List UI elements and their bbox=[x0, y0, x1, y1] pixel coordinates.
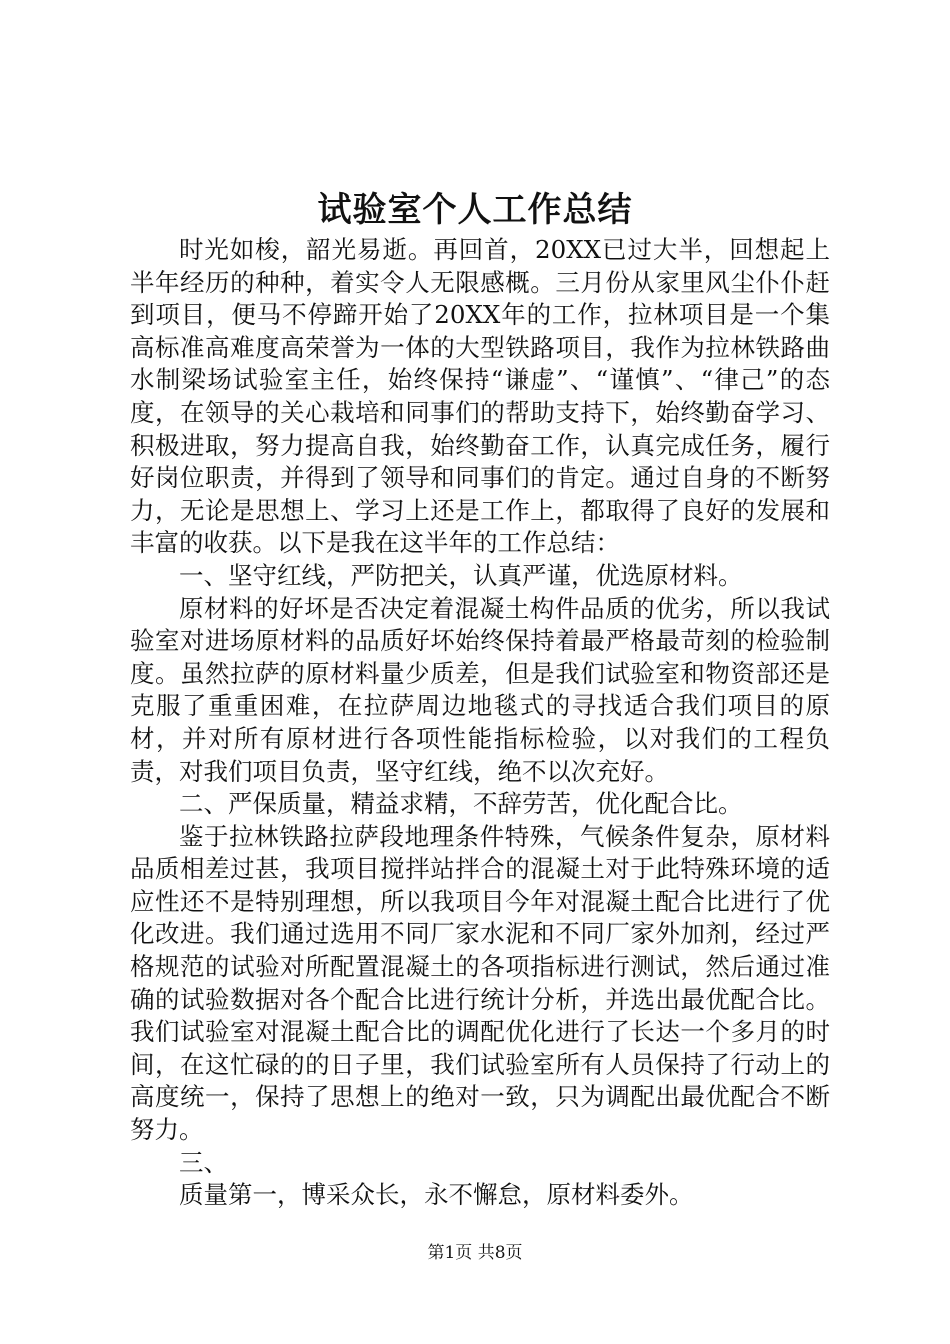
document-body bbox=[130, 234, 830, 1212]
paragraph-heading-3: 三、 bbox=[179, 1147, 228, 1177]
paragraph-mix-optimization: 鉴于拉林铁路拉萨段地理条件特殊，气候条件复杂，原材料品质相差过甚，我项目搅拌站拌合的混凝土对于此特殊环境的适应性还不是特别理想，所以我项目今年对混凝土配合比进行了优化改进。我们通过选用不同厂家水泥和不同厂家外加剂，经过严格规范的试验对所配置混凝土的各项指标进行测试，然后通过准确的试验数据对各个配合比进行统计分析，并选出最优配合比。我们试验室对混凝土配合比的调配优化进行了长达一个多月的时间，在这忙碌的的日子里，我们试验室所有人员保持了行动上的高度统一，保持了思想上的绝对一致，只为调配出最优配合不断努力。 bbox=[130, 821, 830, 1145]
paragraph-heading-1: 一、坚守红线，严防把关，认真严谨，优选原材料。 bbox=[179, 560, 743, 590]
document-title: 试验室个人工作总结 bbox=[317, 190, 633, 230]
paragraph-heading-3-text: 质量第一，博采众长，永不懈怠，原材料委外。 bbox=[179, 1180, 694, 1210]
paragraph-raw-materials: 原材料的好坏是否决定着混凝土构件品质的优劣，所以我试验室对进场原材料的品质好坏始终保持着最严格最苛刻的检验制度。虽然拉萨的原材料量少质差，但是我们试验室和物资部还是克服了重重困难，在拉萨周边地毯式的寻找适合我们项目的原材，并对所有原材进行各项性能指标检验，以对我们的工程负责，对我们项目负责，坚守红线，绝不以次充好。 bbox=[130, 593, 830, 786]
page-indicator: 第1页 共8页 bbox=[427, 1243, 523, 1263]
paragraph-intro: 时光如梭，韶光易逝。再回首，20XX已过大半，回想起上半年经历的种种，着实令人无限感概。三月份从家里风尘仆仆赶到项目，便马不停蹄开始了20XX年的工作，拉林项目是一个集高标准高难度高荣誉为一体的大型铁路项目，我作为拉林铁路曲水制梁场试验室主任，始终保持“谦虚”、“谨慎”、“律己”的态度，在领导的关心栽培和同事们的帮助支持下，始终勤奋学习、积极进取，努力提高自我，始终勤奋工作，认真完成任务，履行好岗位职责，并得到了领导和同事们的肯定。通过自身的不断努力，无论是思想上、学习上还是工作上，都取得了良好的发展和丰富的收获。以下是我在这半年的工作总结： bbox=[130, 235, 830, 558]
paragraph-heading-2: 二、严保质量，精益求精，不辞劳苦，优化配合比。 bbox=[179, 789, 743, 819]
